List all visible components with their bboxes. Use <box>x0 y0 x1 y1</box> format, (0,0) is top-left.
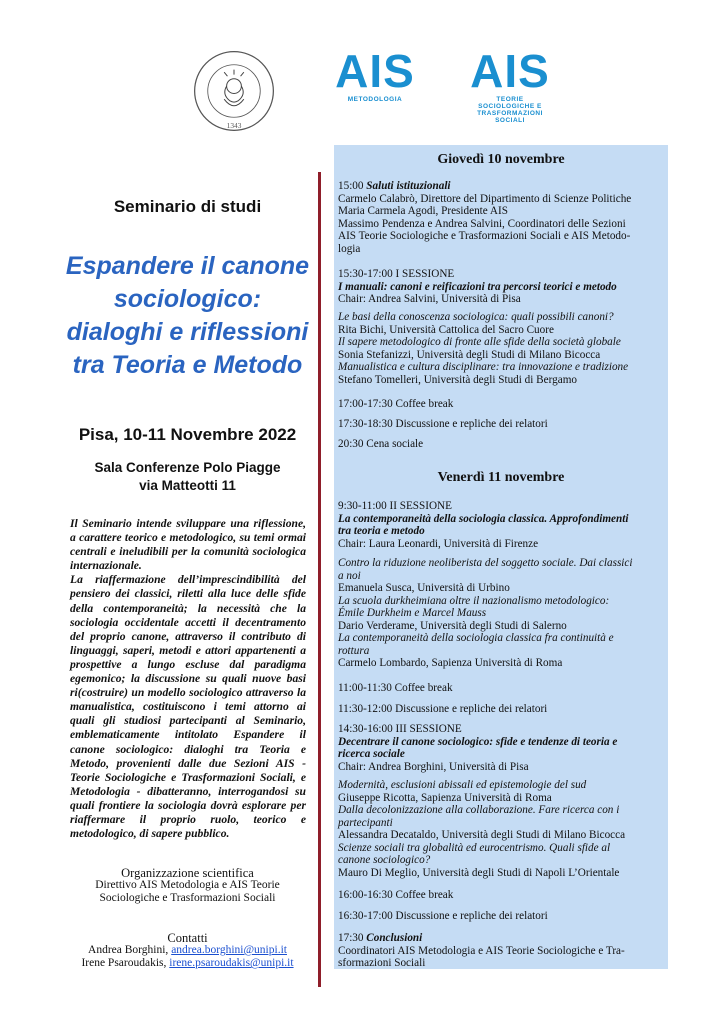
organization-heading: Organizzazione scientifica <box>121 866 254 880</box>
ais-logo-mark: AIS <box>470 45 550 97</box>
ais-logo-caption-line: SOCIOLOGICHE E <box>478 103 542 110</box>
opening-label: Saluti istituzionali <box>366 180 451 192</box>
intro-text <box>70 517 306 841</box>
ais-logo-caption-line: SOCIALI <box>495 117 525 124</box>
contact-name: Andrea Borghini, <box>88 944 172 956</box>
title-line: sociologico: <box>113 285 262 313</box>
session-chair: Chair: Laura Leonardi, Università di Firenze <box>338 537 539 550</box>
ais-logo-caption: METODOLOGIA <box>347 96 403 103</box>
closing-line: Coordinatori AIS Metodologia e AIS Teorie Sociologiche e Tra- <box>338 944 625 957</box>
contact-line <box>60 957 315 970</box>
title-line: Espandere il canone <box>65 252 310 280</box>
talk-title-line: a noi <box>338 569 361 582</box>
contacts-heading: Contatti <box>167 931 208 945</box>
session-header: 15:30-17:00 I SESSIONE <box>338 268 455 280</box>
talks-block <box>338 311 664 386</box>
talk-speaker: Mauro Di Meglio, Università degli Studi di Napoli L’Orientale <box>338 866 620 879</box>
session-chair: Chair: Andrea Salvini, Università di Pisa <box>338 293 521 305</box>
seminar-heading: Seminario di studi <box>113 197 262 216</box>
talk-title-line: partecipanti <box>338 816 393 829</box>
schedule-item: 17:30-18:30 Discussione e repliche dei relatori <box>338 418 548 430</box>
talk-title-line: La contemporaneità della sociologia classica fra continuità e <box>338 632 614 644</box>
ais-metodologia-logo <box>330 45 420 103</box>
schedule-item: 17:00-17:30 Coffee break <box>338 398 454 410</box>
talk-speaker: Sonia Stefanizzi, Università degli Studi di Milano Bicocca <box>338 348 601 361</box>
session-title: I manuali: canoni e reificazioni tra percorsi teorici e metodo <box>338 280 617 293</box>
talk-title-line: Émile Durkheim e Marcel Mauss <box>338 607 487 619</box>
session-title-line: ricerca sociale <box>338 748 405 760</box>
talk-speaker: Rita Bichi, Università Cattolica del Sacro Cuore <box>338 323 554 336</box>
talk-title-line: Contro la riduzione neoliberista del soggetto sociale. Dai classici <box>338 557 633 569</box>
venue-line: Sala Conferenze Polo Piagge <box>94 460 281 475</box>
intro-paragraph: Il Seminario intende sviluppare una riflessione, a carattere teorico e metodologico, su temi ormai centrali e ineludibili per la comunità sociologica internazionale. <box>70 517 306 573</box>
contact-line <box>60 944 315 957</box>
opening-time: 15:00 <box>338 180 367 192</box>
session-block <box>338 500 664 550</box>
talk-speaker: Emanuela Susca, Università di Urbino <box>338 582 510 594</box>
talk-title-line: canone sociologico? <box>338 854 431 866</box>
session-title-line: Decentrare il canone sociologico: sfide e tendenze di teoria e <box>338 735 618 748</box>
closing-label: Conclusioni <box>366 932 423 944</box>
schedule-item: 11:30-12:00 Discussione e repliche dei relatori <box>338 703 548 715</box>
opening-line: logia <box>338 242 361 255</box>
opening-line: Maria Carmela Agodi, Presidente AIS <box>338 205 508 217</box>
talks-block <box>338 557 664 670</box>
column-divider <box>318 172 321 987</box>
event-date: Pisa, 10-11 Novembre 2022 <box>78 425 297 444</box>
opening-line: AIS Teorie Sociologiche e Trasformazioni Sociali e AIS Metodo- <box>338 230 631 242</box>
talks-block <box>338 779 664 879</box>
ais-logo-caption-line: TRASFORMAZIONI <box>477 110 543 117</box>
seminar-title <box>60 250 315 382</box>
talk-speaker: Alessandra Decataldo, Università degli Studi di Milano Bicocca <box>338 829 626 841</box>
talk-speaker: Giuseppe Ricotta, Sapienza Università di Roma <box>338 791 552 804</box>
ais-logo-mark: AIS <box>335 45 415 97</box>
contact-name: Irene Psaroudakis, <box>81 957 170 969</box>
schedule-item: 11:00-11:30 Coffee break <box>338 682 453 694</box>
ais-teorie-logo <box>455 45 565 124</box>
title-line: tra Teoria e Metodo <box>72 351 303 379</box>
organization-line: Sociologiche e Trasformazioni Sociali <box>99 892 276 904</box>
closing-block <box>338 932 664 970</box>
session-chair: Chair: Andrea Borghini, Università di Pisa <box>338 760 529 773</box>
session-block <box>338 723 664 773</box>
schedule-item: 16:30-17:00 Discussione e repliche dei relatori <box>338 910 548 922</box>
organization-line: Direttivo AIS Metodologia e AIS Teorie <box>95 879 280 891</box>
talk-title-line: Scienze sociali tra globalità ed eurocentrismo. Quali sfide al <box>338 841 611 854</box>
opening-line: Carmelo Calabrò, Direttore del Dipartimento di Scienze Politiche <box>338 192 632 205</box>
contact-email-link[interactable]: andrea.borghini@unipi.it <box>171 944 287 956</box>
intro-paragraph: La riaffermazione dell’imprescindibilità del pensiero dei classici, riletti alla luce delle sfide della contemporaneità; la necessità che la sociologia occidentale accetti il decentramento del proprio canone, attraverso il contributo di linguaggi, saperi, metodi e attori appartenenti a prospettive a lungo escluse dal paradigma egemonico; la discussione su quali nuove basi ri(costruire) un modello sociologico attraverso la manualistica, costituiscono i temi attorno ai quali gli studiosi partecipanti al Seminario, emblematicamente intitolato Espandere il canone sociologico: dialoghi tra Teoria e Metodo, provenienti dalle due Sezioni AIS - Teorie Sociologiche e Trasformazioni Sociali, e Metodologia - dibatteranno, interrogandosi su quali frontiere la sociologia dovrà esplorare per riaffermare il proprio ruolo, teorico e metodologico, di sapere pubblico. <box>70 573 306 841</box>
university-seal-logo <box>193 50 275 132</box>
schedule-item: 20:30 Cena sociale <box>338 438 424 450</box>
event-venue <box>60 459 315 495</box>
session-title-line: La contemporaneità della sociologia classica. Approfondimenti <box>338 512 629 525</box>
opening-block <box>338 180 664 255</box>
talk-title-line: rottura <box>338 644 370 657</box>
closing-line: sformazioni Sociali <box>338 957 426 969</box>
talk-title: Le basi della conoscenza sociologica: quali possibili canoni? <box>338 311 614 323</box>
talk-title: Modernità, esclusioni abissali ed epistemologie del sud <box>338 779 587 791</box>
talk-title-line: La scuola durkheimiana oltre il nazionalismo metodologico: <box>338 594 610 607</box>
talk-title: Manualistica e cultura disciplinare: tra innovazione e tradizione <box>338 361 629 373</box>
closing-time: 17:30 <box>338 932 367 944</box>
ais-logo-caption-line: TEORIE <box>496 96 524 103</box>
talk-speaker: Stefano Tomelleri, Università degli Studi di Bergamo <box>338 373 577 386</box>
session-block <box>338 268 664 306</box>
schedule-item: 16:00-16:30 Coffee break <box>338 889 454 901</box>
talk-speaker: Dario Verderame, Università degli Studi di Salerno <box>338 619 567 632</box>
title-line: dialoghi e riflessioni <box>66 318 309 346</box>
session-title-line: tra teoria e metodo <box>338 525 425 537</box>
contact-email-link[interactable]: irene.psaroudakis@unipi.it <box>169 957 294 969</box>
session-header: 14:30-16:00 III SESSIONE <box>338 723 462 735</box>
opening-line: Massimo Pendenza e Andrea Salvini, Coordinatori delle Sezioni <box>338 217 626 230</box>
day-heading: Giovedì 10 novembre <box>437 152 565 167</box>
session-header: 9:30-11:00 II SESSIONE <box>338 500 452 512</box>
talk-title-line: Dalla decolonizzazione alla collaborazione. Fare ricerca con i <box>338 804 620 816</box>
day-heading: Venerdì 11 novembre <box>437 470 565 485</box>
talk-title: Il sapere metodologico di fronte alle sfide della società globale <box>338 336 621 348</box>
organization-text <box>60 879 315 905</box>
svg-text:1343: 1343 <box>226 120 242 130</box>
talk-speaker: Carmelo Lombardo, Sapienza Università di Roma <box>338 657 563 669</box>
venue-line: via Matteotti 11 <box>139 478 236 493</box>
